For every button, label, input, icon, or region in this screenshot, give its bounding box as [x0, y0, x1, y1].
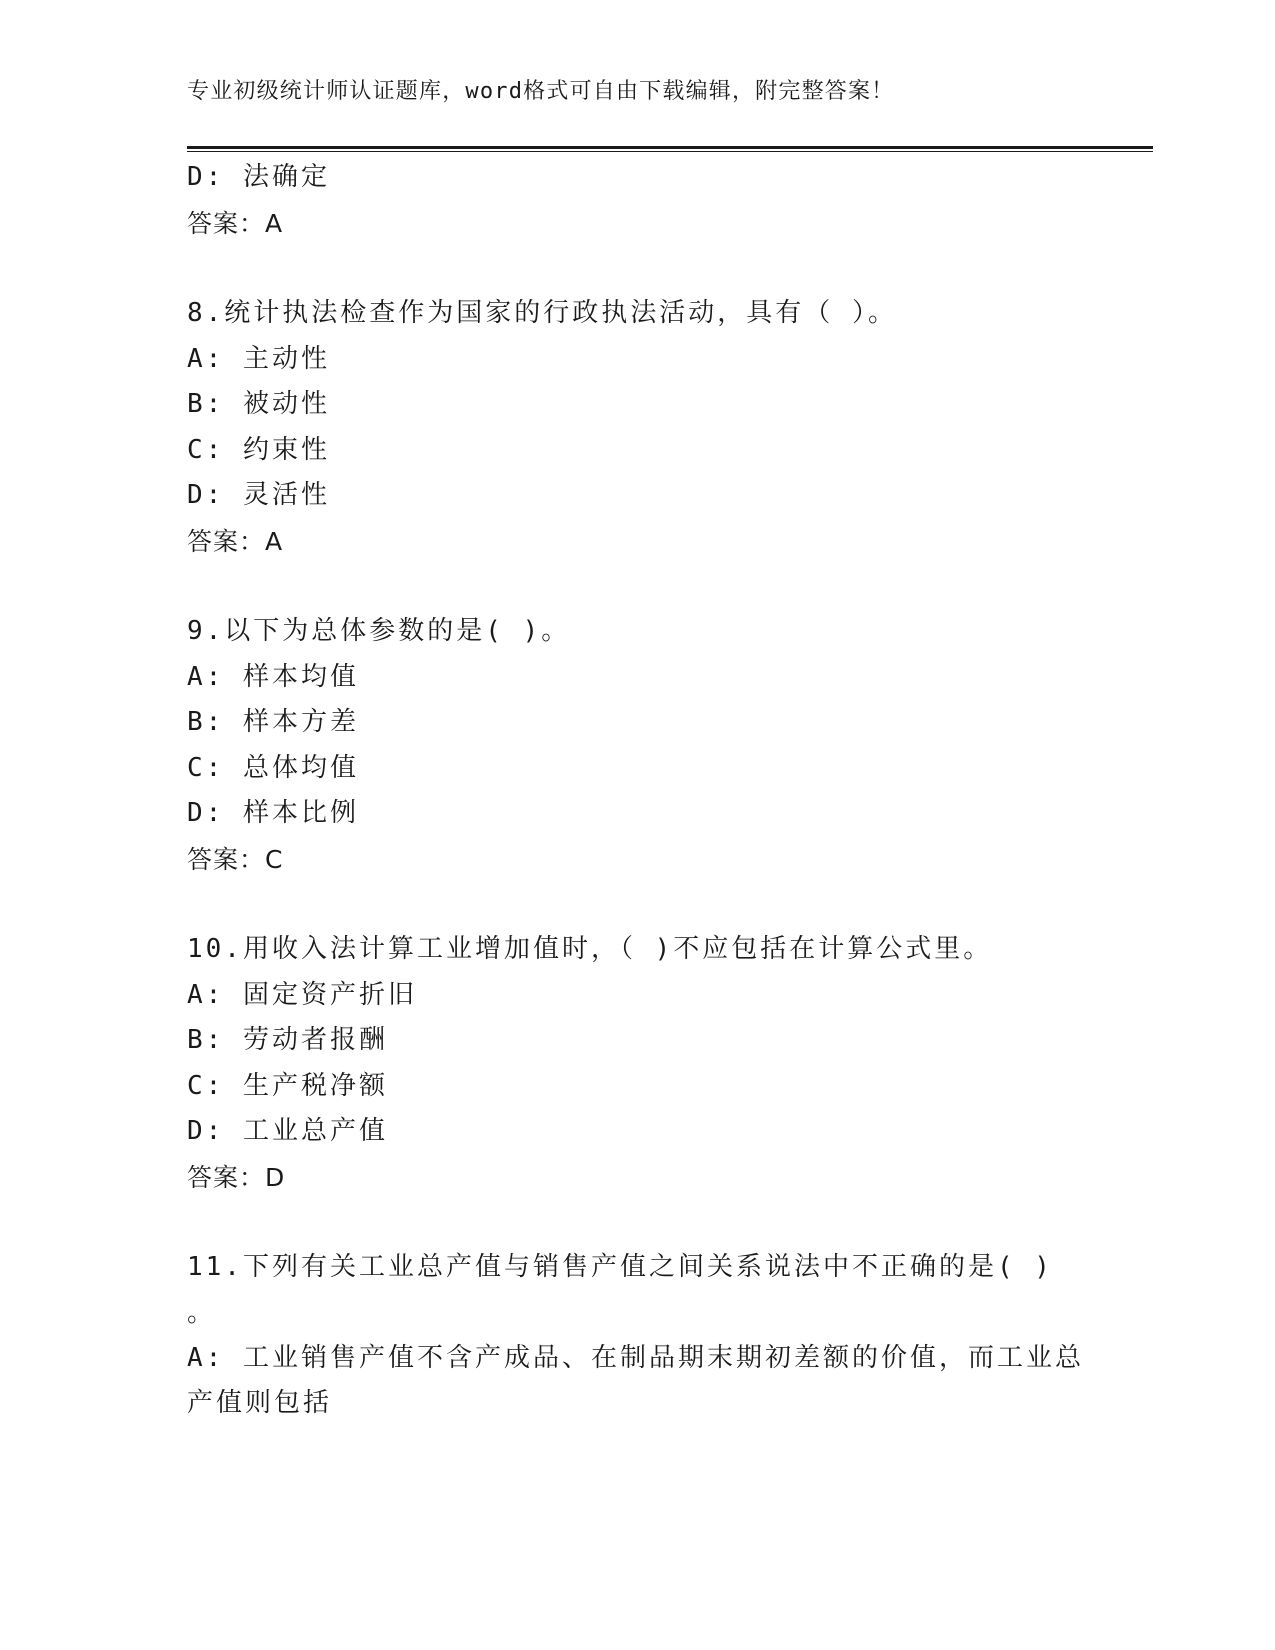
option-b: B: 劳动者报酬 — [187, 1025, 388, 1055]
option-a: A: 固定资产折旧 — [187, 979, 417, 1010]
option-a: A: 工业销售产值不含产成品、在制品期末期初差额的价值，而工业总 — [187, 1342, 1084, 1373]
option-a: A: 样本均值 — [187, 661, 359, 692]
answer: 答案：A — [187, 526, 284, 556]
option-d: D: 样本比例 — [187, 798, 359, 828]
header-divider — [187, 146, 1153, 149]
answer: 答案：A — [187, 208, 284, 238]
header-divider-thin — [187, 151, 1153, 152]
option-b: B: 样本方差 — [187, 707, 359, 737]
question-10 — [187, 927, 1087, 1200]
option-d: D: 灵活性 — [187, 480, 330, 510]
question-stem: 10.用收入法计算工业增加值时，（ )不应包括在计算公式里。 — [187, 934, 993, 964]
page-header: 专业初级统计师认证题库，word格式可自由下载编辑，附完整答案！ — [187, 79, 895, 104]
question-stem: 11.下列有关工业总产值与销售产值之间关系说法中不正确的是( ) — [187, 1252, 1053, 1282]
question-9 — [187, 609, 1087, 882]
spacer — [187, 564, 1087, 609]
option-c: C: 约束性 — [187, 434, 330, 465]
option-c: C: 生产税净额 — [187, 1070, 388, 1101]
option-a: A: 主动性 — [187, 343, 330, 374]
spacer — [187, 882, 1087, 927]
document-body — [187, 155, 1087, 1427]
spacer — [187, 246, 1087, 291]
question-11 — [187, 1245, 1087, 1427]
question-stem-continuation: 。 — [187, 1297, 214, 1328]
option-b: B: 被动性 — [187, 389, 330, 419]
answer: 答案：C — [187, 844, 284, 874]
option-a-continuation: 产值则包括 — [187, 1388, 333, 1418]
question-stem: 8.统计执法检查作为国家的行政执法活动，具有（ ）。 — [187, 298, 897, 328]
answer: 答案：D — [187, 1162, 286, 1192]
question-stem: 9.以下为总体参数的是( )。 — [187, 616, 571, 646]
spacer — [187, 1200, 1087, 1245]
question-8 — [187, 291, 1087, 564]
option-c: C: 总体均值 — [187, 752, 359, 783]
option-d: D: 工业总产值 — [187, 1116, 388, 1146]
option-d: D: 法确定 — [187, 162, 330, 192]
